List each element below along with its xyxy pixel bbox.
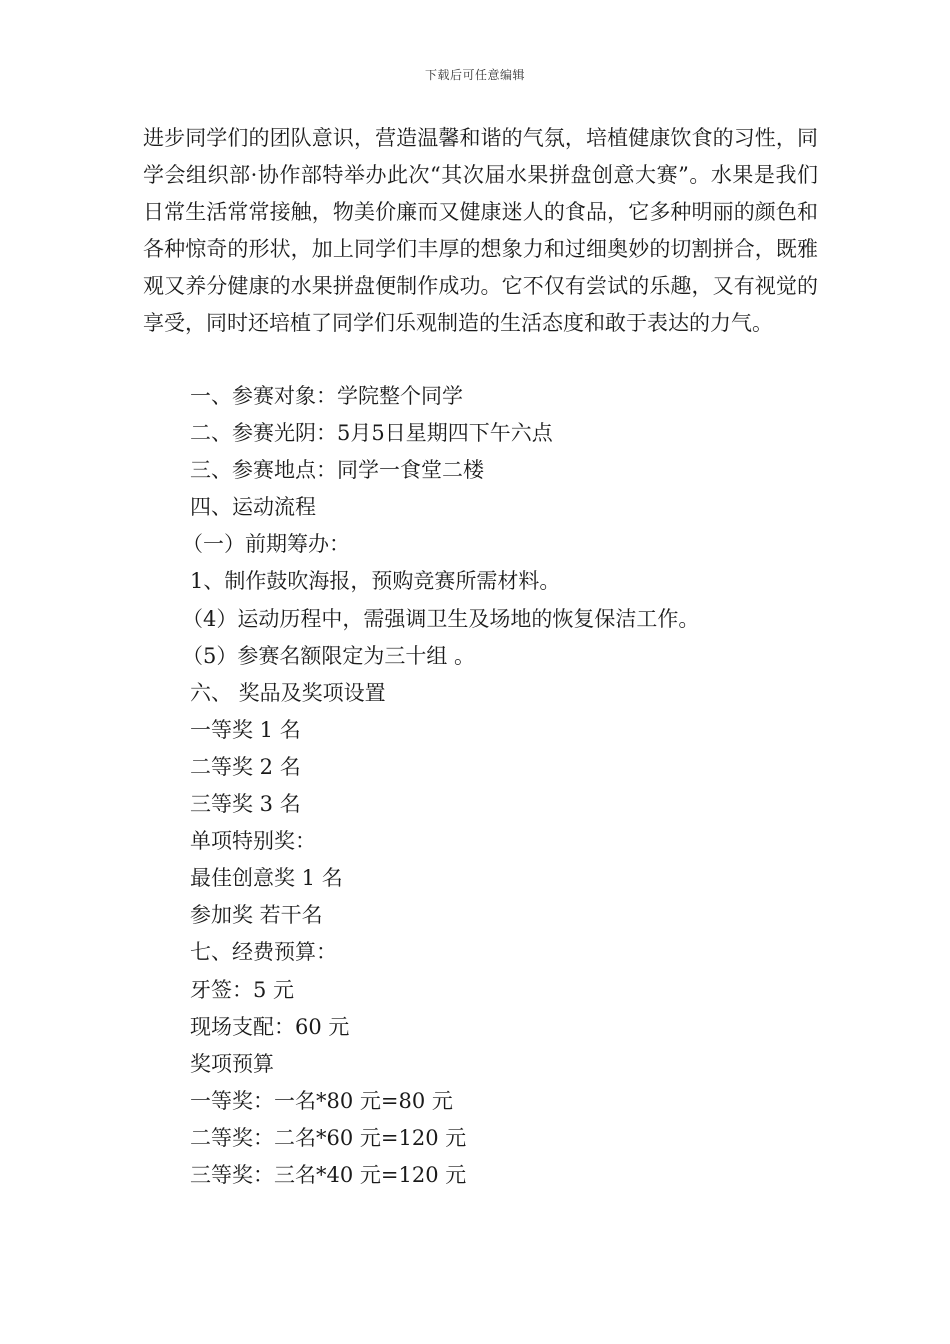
budget-onsite: 现场支配：60 元 (190, 1014, 350, 1039)
award-best-creative: 最佳创意奖 1 名 (190, 866, 343, 891)
page-header-note: 下载后可任意编辑 (424, 68, 525, 82)
budget-first-prize: 一等奖：一名*80 元=80 元 (190, 1088, 453, 1113)
list-item: （5）参赛名额限定为三十组 。 (182, 643, 476, 668)
list-item: （4）运动历程中，需强调卫生及场地的恢复保洁工作。 (182, 606, 700, 631)
document-body-lines (0, 378, 950, 1194)
section-venue: 三、参赛地点：同学一食堂二楼 (190, 458, 484, 483)
award-first: 一等奖 1 名 (190, 717, 301, 742)
section-process-heading: 四、运动流程 (190, 495, 316, 520)
budget-third-prize: 三等奖：三名*40 元=120 元 (190, 1162, 467, 1187)
section-budget-heading: 七、经费预算： (190, 940, 337, 965)
budget-awards-heading: 奖项预算 (190, 1051, 274, 1076)
budget-toothpicks: 牙签：5 元 (190, 977, 295, 1002)
section-participants: 一、参赛对象：学院整个同学 (190, 384, 463, 408)
award-third: 三等奖 3 名 (190, 792, 301, 817)
section-time: 二、参赛光阴：5月5日星期四下午六点 (190, 421, 553, 446)
intro-paragraph: 进步同学们的团队意识，营造温馨和谐的气氛，培植健康饮食的习性，同学会组织部·协作部特举办此次“其次届水果拼盘创意大赛”。水果是我们日常生活常常接触，物美价廉而又健康迷人的食品，它多种明丽的颜色和各种惊奇的形状，加上同学们丰厚的想象力和过细奥妙的切割拼合，既雅观又养分健康的水果拼盘便制作成功。它不仅有尝试的乐趣，又有视觉的享受，同时还培植了同学们乐观制造的生活态度和敢于表达的力气。 (143, 126, 818, 335)
section-awards-heading: 六、 奖品及奖项设置 (190, 680, 386, 705)
award-second: 二等奖 2 名 (190, 754, 301, 779)
budget-second-prize: 二等奖：二名*60 元=120 元 (190, 1125, 467, 1150)
subsection-preparation: （一）前期筹办： (182, 532, 350, 557)
award-participation: 参加奖 若干名 (190, 903, 323, 928)
special-awards-label: 单项特别奖： (190, 829, 316, 854)
list-item: 1、制作鼓吹海报，预购竞赛所需材料。 (190, 569, 561, 594)
